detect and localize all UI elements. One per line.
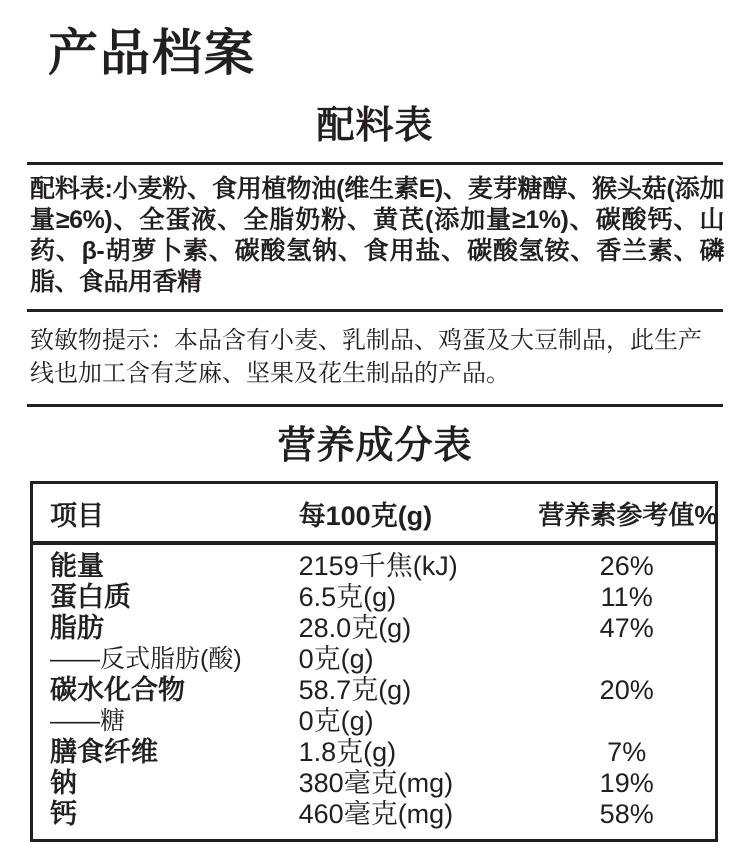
nutrition-table-body — [32, 543, 717, 841]
table-row — [32, 737, 717, 768]
nutrient-nrv: 7% — [607, 737, 647, 767]
table-row — [32, 613, 717, 644]
header-nrv-percent: 营养素参考值% — [538, 483, 716, 544]
nutrient-amount: 28.0克(g) — [298, 613, 412, 643]
page-title: 产品档案 — [48, 25, 256, 81]
nutrient-name: ——糖 — [50, 707, 126, 735]
divider-bottom — [27, 404, 723, 407]
nutrient-amount: 1.8克(g) — [298, 737, 397, 767]
nutrient-nrv: 11% — [600, 582, 653, 612]
nutrition-table-header — [32, 483, 717, 544]
nutrient-nrv: 26% — [599, 551, 654, 581]
ingredients-list-text: 配料表:小麦粉、食用植物油(维生素E)、麦芽糖醇、猴头菇(添加量≥6%)、全蛋液、全脂奶粉、黄芪(添加量≥1%)、碳酸钙、山药、β-胡萝卜素、碳酸氢钠、食用盐、碳酸氢铵、香兰素、磷脂、食品用香精 — [30, 175, 724, 296]
nutrient-name: 脂肪 — [50, 613, 104, 643]
table-row — [32, 543, 717, 582]
table-row — [32, 644, 717, 675]
nutrient-name: 碳水化合物 — [50, 675, 185, 705]
nutrient-nrv: 20% — [599, 675, 654, 705]
product-info-page — [0, 24, 750, 829]
nutrient-nrv: 47% — [599, 613, 654, 643]
nutrient-name: 钠 — [50, 768, 77, 798]
nutrient-amount: 6.5克(g) — [298, 582, 397, 612]
nutrition-facts-table — [30, 481, 718, 842]
nutrient-nrv — [538, 644, 716, 675]
nutrition-heading: 营养成分表 — [277, 425, 473, 467]
header-row — [32, 483, 717, 544]
allergen-notice-text: 致敏物提示：本品含有小麦、乳制品、鸡蛋及大豆制品，此生产线也加工含有芝麻、坚果及花生制品的产品。 — [30, 327, 702, 387]
nutrient-amount: 380毫克(mg) — [298, 768, 454, 798]
nutrient-amount: 58.7克(g) — [298, 675, 412, 705]
header-per-100g: 每100克(g) — [299, 483, 539, 544]
nutrient-name: 膳食纤维 — [50, 737, 158, 767]
nutrient-name: 钙 — [50, 799, 77, 829]
header-item: 项目 — [32, 483, 299, 544]
divider-middle — [27, 309, 723, 312]
nutrient-amount: 0克(g) — [298, 644, 374, 674]
table-row — [32, 768, 717, 799]
divider-top — [27, 162, 723, 165]
table-row — [32, 582, 717, 613]
nutrient-name: ——反式脂肪(酸) — [50, 645, 242, 673]
nutrient-amount: 460毫克(mg) — [298, 799, 454, 829]
nutrient-nrv: 19% — [599, 768, 654, 798]
table-row — [32, 675, 717, 706]
table-row — [32, 799, 717, 841]
nutrient-name: 能量 — [50, 551, 104, 581]
nutrient-name: 蛋白质 — [50, 582, 131, 612]
ingredients-heading: 配料表 — [316, 105, 434, 147]
table-row — [32, 706, 717, 737]
nutrient-nrv: 58% — [599, 799, 654, 829]
nutrient-amount: 2159千焦(kJ) — [298, 551, 458, 581]
nutrient-nrv — [538, 706, 716, 737]
nutrient-amount: 0克(g) — [298, 706, 374, 736]
